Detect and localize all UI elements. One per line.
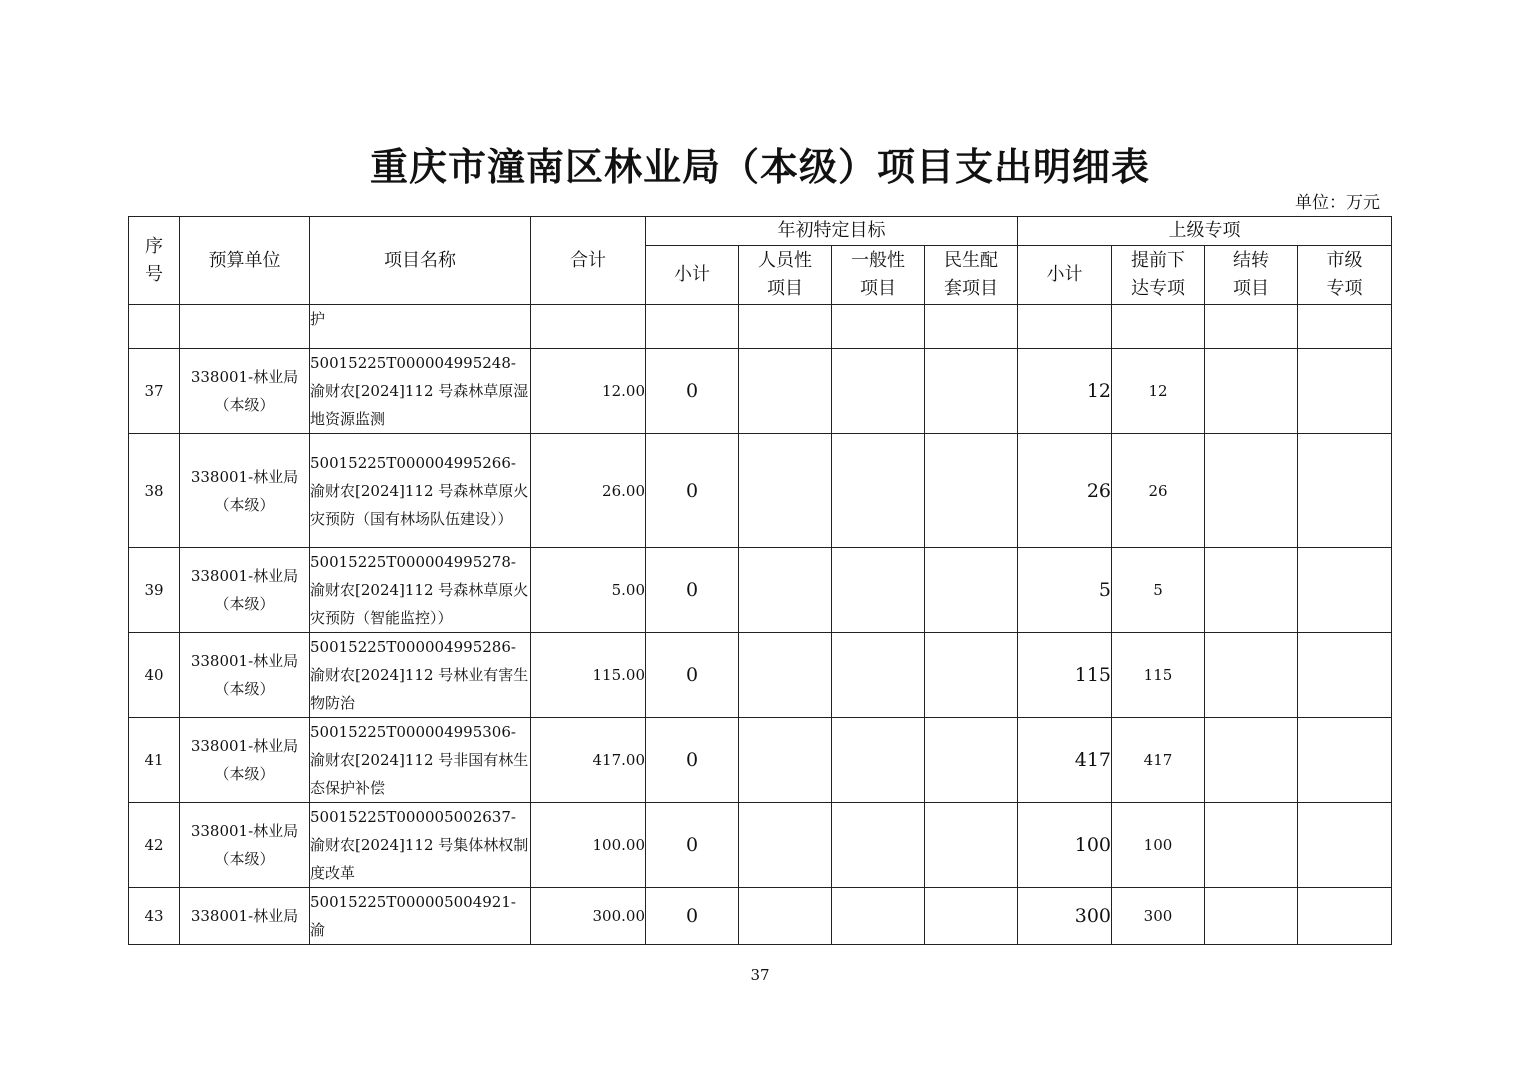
table-row bbox=[129, 548, 1392, 633]
page-title: 重庆市潼南区林业局（本级）项目支出明细表 bbox=[369, 145, 1150, 189]
seq-cell: 43 bbox=[129, 888, 180, 945]
header-group-annual: 年初特定目标 bbox=[646, 217, 1018, 246]
header-advance: 提前下达专项 bbox=[1112, 246, 1205, 305]
total-cell: 300.00 bbox=[531, 888, 646, 945]
budget-unit-cell: 338001-林业局（本级） bbox=[180, 633, 310, 718]
header-personnel: 人员性项目 bbox=[739, 246, 832, 305]
annual-subtotal-cell: 0 bbox=[646, 718, 739, 803]
total-cell: 417.00 bbox=[531, 718, 646, 803]
superior-subtotal-cell: 5 bbox=[1018, 548, 1112, 633]
budget-unit-cell: 338001-林业局（本级） bbox=[180, 803, 310, 888]
budget-unit-cell: 338001-林业局（本级） bbox=[180, 434, 310, 548]
seq-cell: 40 bbox=[129, 633, 180, 718]
advance-cell: 300 bbox=[1112, 888, 1205, 945]
seq-cell: 42 bbox=[129, 803, 180, 888]
table-row bbox=[129, 718, 1392, 803]
header-group-superior: 上级专项 bbox=[1018, 217, 1392, 246]
table-row-continued bbox=[129, 305, 1392, 349]
project-name-cell: 50015225T000004995266-渝财农[2024]112 号森林草原火灾预防（国有林场队伍建设）） bbox=[310, 434, 531, 548]
table-row bbox=[129, 434, 1392, 548]
header-annual-subtotal: 小计 bbox=[646, 246, 739, 305]
seq-cell: 38 bbox=[129, 434, 180, 548]
header-general: 一般性项目 bbox=[832, 246, 925, 305]
advance-cell: 417 bbox=[1112, 718, 1205, 803]
project-name-cell: 50015225T000004995286-渝财农[2024]112 号林业有害生物防治 bbox=[310, 633, 531, 718]
header-superior-subtotal: 小计 bbox=[1018, 246, 1112, 305]
total-cell: 100.00 bbox=[531, 803, 646, 888]
annual-subtotal-cell: 0 bbox=[646, 434, 739, 548]
annual-subtotal-cell: 0 bbox=[646, 888, 739, 945]
project-name-cell: 50015225T000004995278-渝财农[2024]112 号森林草原火灾预防（智能监控）） bbox=[310, 548, 531, 633]
total-cell: 12.00 bbox=[531, 349, 646, 434]
advance-cell: 115 bbox=[1112, 633, 1205, 718]
header-total: 合计 bbox=[531, 217, 646, 305]
superior-subtotal-cell: 100 bbox=[1018, 803, 1112, 888]
table-row bbox=[129, 349, 1392, 434]
superior-subtotal-cell: 115 bbox=[1018, 633, 1112, 718]
unit-label: 单位：万元 bbox=[1295, 193, 1380, 213]
project-name-cell: 50015225T000005002637-渝财农[2024]112 号集体林权制度改革 bbox=[310, 803, 531, 888]
project-name-cell: 50015225T000005004921-渝 bbox=[310, 888, 531, 945]
budget-unit-cell: 338001-林业局 bbox=[180, 888, 310, 945]
header-municipal: 市级专项 bbox=[1298, 246, 1392, 305]
seq-cell: 41 bbox=[129, 718, 180, 803]
project-name-cell: 50015225T000004995306-渝财农[2024]112 号非国有林生态保护补偿 bbox=[310, 718, 531, 803]
superior-subtotal-cell: 300 bbox=[1018, 888, 1112, 945]
total-cell: 26.00 bbox=[531, 434, 646, 548]
budget-unit-cell: 338001-林业局（本级） bbox=[180, 349, 310, 434]
annual-subtotal-cell: 0 bbox=[646, 803, 739, 888]
project-expense-table bbox=[128, 216, 1392, 945]
advance-cell: 12 bbox=[1112, 349, 1205, 434]
superior-subtotal-cell: 12 bbox=[1018, 349, 1112, 434]
page-number: 37 bbox=[750, 966, 770, 984]
total-cell: 5.00 bbox=[531, 548, 646, 633]
table-row bbox=[129, 633, 1392, 718]
header-carryover: 结转项目 bbox=[1205, 246, 1298, 305]
project-name-cell: 护 bbox=[310, 305, 531, 349]
seq-cell: 39 bbox=[129, 548, 180, 633]
advance-cell: 5 bbox=[1112, 548, 1205, 633]
table-row bbox=[129, 803, 1392, 888]
advance-cell: 26 bbox=[1112, 434, 1205, 548]
annual-subtotal-cell: 0 bbox=[646, 349, 739, 434]
advance-cell: 100 bbox=[1112, 803, 1205, 888]
header-seq: 序号 bbox=[129, 217, 180, 305]
project-name-cell: 50015225T000004995248-渝财农[2024]112 号森林草原湿地资源监测 bbox=[310, 349, 531, 434]
budget-unit-cell: 338001-林业局（本级） bbox=[180, 548, 310, 633]
superior-subtotal-cell: 417 bbox=[1018, 718, 1112, 803]
annual-subtotal-cell: 0 bbox=[646, 633, 739, 718]
superior-subtotal-cell: 26 bbox=[1018, 434, 1112, 548]
total-cell: 115.00 bbox=[531, 633, 646, 718]
header-budget-unit: 预算单位 bbox=[180, 217, 310, 305]
seq-cell: 37 bbox=[129, 349, 180, 434]
budget-unit-cell: 338001-林业局（本级） bbox=[180, 718, 310, 803]
header-livelihood: 民生配套项目 bbox=[925, 246, 1018, 305]
header-project-name: 项目名称 bbox=[310, 217, 531, 305]
annual-subtotal-cell: 0 bbox=[646, 548, 739, 633]
table-row bbox=[129, 888, 1392, 945]
